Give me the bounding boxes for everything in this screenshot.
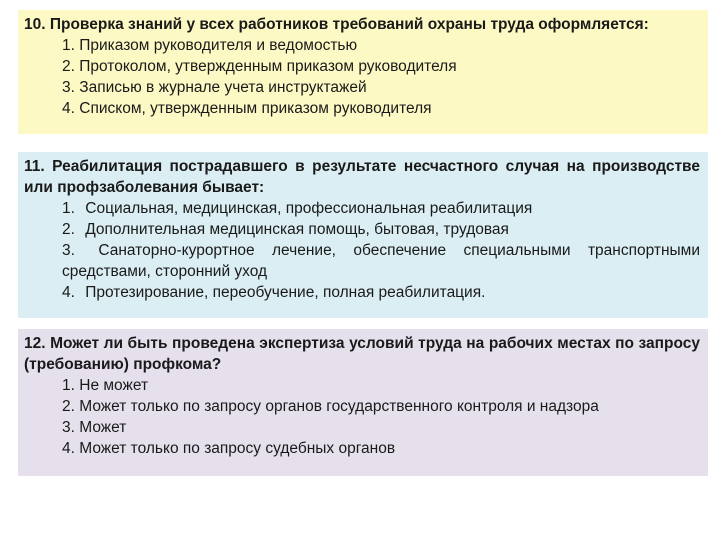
answer-item — [62, 396, 700, 417]
answer-number: 1. — [62, 377, 75, 394]
answer-number: 3. — [62, 419, 75, 436]
answer-list — [24, 375, 700, 459]
answer-text: Приказом руководителя и ведомостью — [79, 37, 358, 54]
answer-number: 4. — [62, 100, 75, 117]
answer-item — [62, 282, 700, 303]
answer-text: Может — [79, 419, 127, 436]
answer-item — [62, 375, 700, 396]
answer-number: 4. — [62, 440, 75, 457]
answer-item — [62, 240, 700, 282]
answer-text: Протоколом, утвержденным приказом руководителя — [79, 58, 457, 75]
answer-item — [62, 198, 700, 219]
answer-number: 2. — [62, 58, 75, 75]
answer-text: Не может — [79, 377, 149, 394]
answer-item — [62, 35, 700, 56]
question-card-11 — [18, 152, 708, 318]
answer-item — [62, 417, 700, 438]
answer-number: 1. — [62, 37, 75, 54]
question-card-10 — [18, 10, 708, 134]
answer-number: 3. — [62, 242, 75, 259]
answer-text: Протезирование, переобучение, полная реабилитация. — [85, 284, 486, 301]
answer-item — [62, 219, 700, 240]
answer-text: Дополнительная медицинская помощь, бытовая, трудовая — [85, 221, 509, 238]
question-text: 11. Реабилитация пострадавшего в результате несчастного случая на производстве или профзаболевания бывает: — [24, 158, 700, 196]
answer-number: 1. — [62, 200, 75, 217]
answer-number: 2. — [62, 398, 75, 415]
question-text: 10. Проверка знаний у всех работников требований охраны труда оформляется: — [24, 16, 649, 33]
answer-text: Списком, утвержденным приказом руководителя — [79, 100, 432, 117]
answer-text: Санаторно-курортное лечение, обеспечение специальными транспортными средствами, сторонний уход — [62, 242, 700, 280]
answer-item — [62, 56, 700, 77]
answer-text: Может только по запросу судебных органов — [79, 440, 396, 457]
answer-list — [24, 198, 700, 303]
answer-item — [62, 98, 700, 119]
answer-item — [62, 77, 700, 98]
answer-list — [24, 35, 700, 119]
answer-item — [62, 438, 700, 459]
answer-number: 4. — [62, 284, 75, 301]
answer-number: 3. — [62, 79, 75, 96]
answer-text: Записью в журнале учета инструктажей — [79, 79, 367, 96]
question-card-12 — [18, 329, 708, 476]
answer-text: Может только по запросу органов государственного контроля и надзора — [79, 398, 599, 415]
answer-text: Социальная, медицинская, профессиональная реабилитация — [85, 200, 533, 217]
question-text: 12. Может ли быть проведена экспертиза условий труда на рабочих местах по запросу (требованию) профкома? — [24, 335, 700, 373]
answer-number: 2. — [62, 221, 75, 238]
